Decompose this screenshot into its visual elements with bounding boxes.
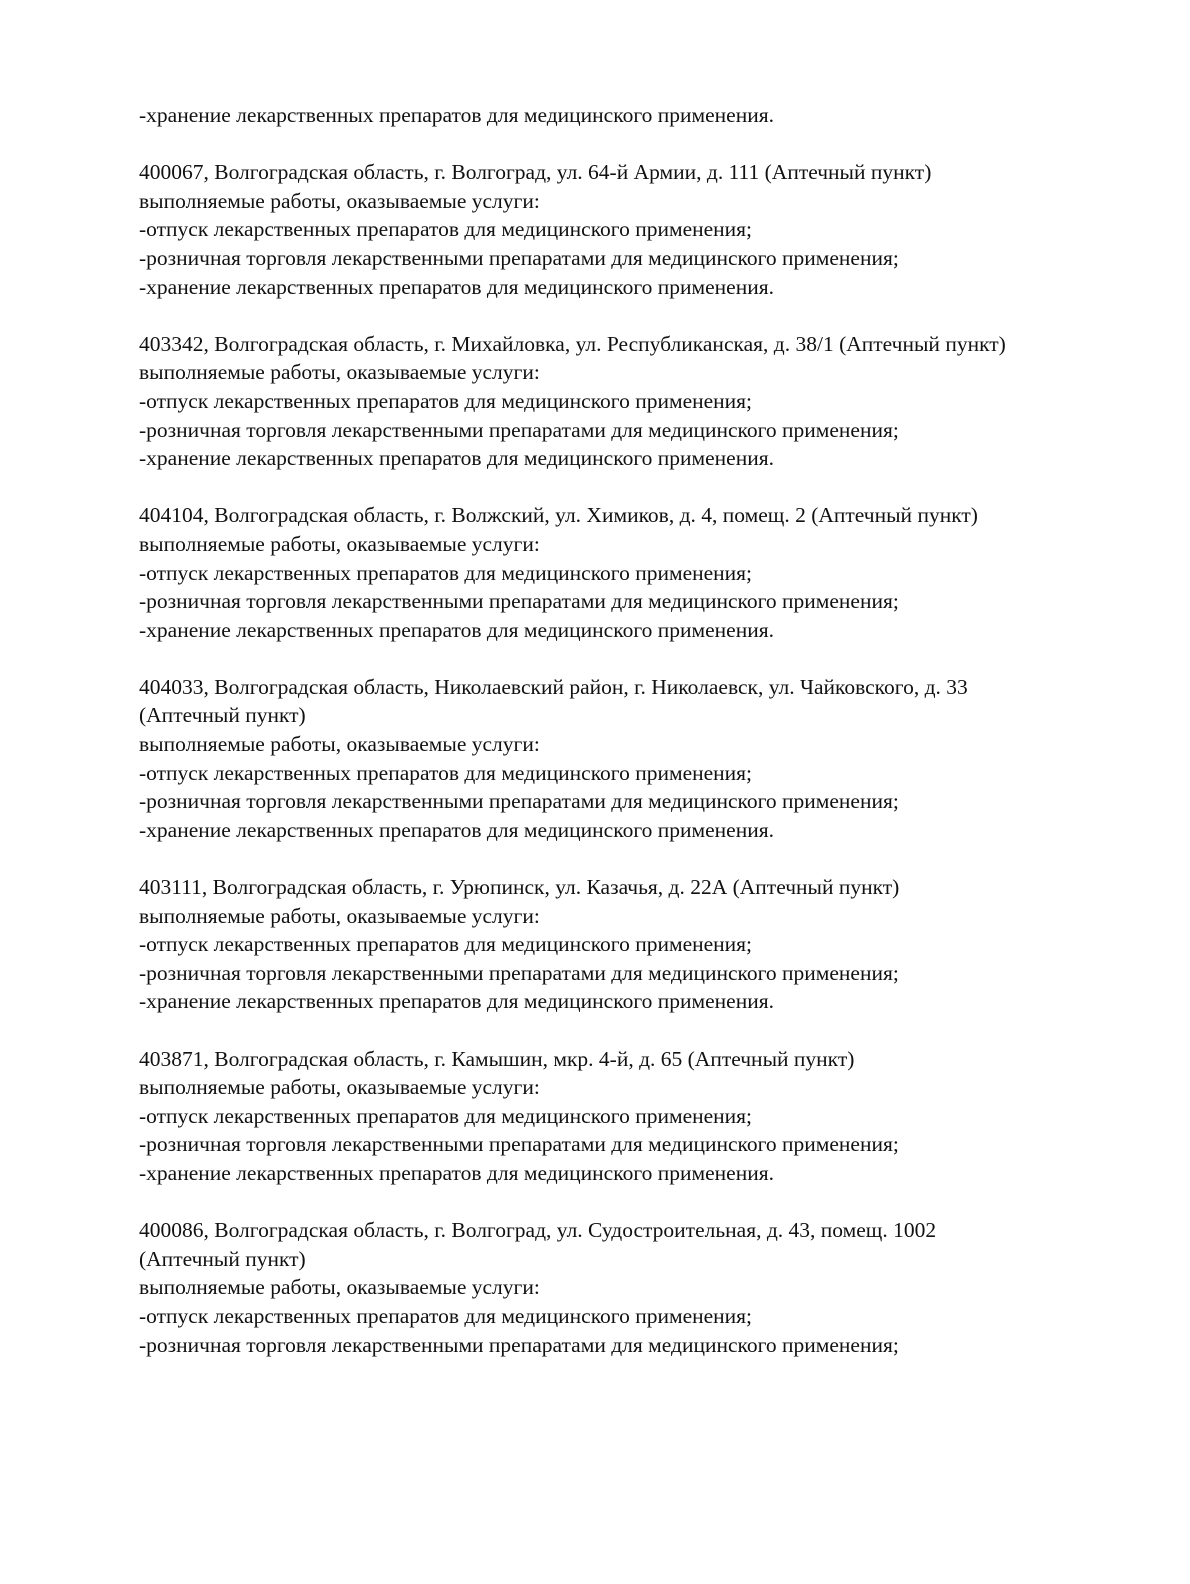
- services-heading: выполняемые работы, оказываемые услуги:: [139, 903, 540, 928]
- license-entry: [139, 873, 1149, 1016]
- service-item: -розничная торговля лекарственными препаратами для медицинского применения;: [139, 960, 899, 985]
- entry-address-line: 403871, Волгоградская область, г. Камышин, мкр. 4-й, д. 65 (Аптечный пункт): [139, 1046, 855, 1071]
- service-item: -розничная торговля лекарственными препаратами для медицинского применения;: [139, 789, 899, 814]
- service-item: -хранение лекарственных препаратов для медицинского применения.: [139, 1160, 774, 1185]
- service-item: -хранение лекарственных препаратов для медицинского применения.: [139, 274, 774, 299]
- service-item: -отпуск лекарственных препаратов для медицинского применения;: [139, 932, 753, 957]
- service-item: -хранение лекарственных препаратов для медицинского применения.: [139, 817, 774, 842]
- entry-address-line: 403342, Волгоградская область, г. Михайловка, ул. Республиканская, д. 38/1 (Аптечный пункт): [139, 331, 1006, 356]
- services-heading: выполняемые работы, оказываемые услуги:: [139, 1075, 540, 1100]
- service-item: -хранение лекарственных препаратов для медицинского применения.: [139, 989, 774, 1014]
- license-entry: [139, 1045, 1149, 1188]
- services-heading: выполняемые работы, оказываемые услуги:: [139, 732, 540, 757]
- entry-address-line: 400067, Волгоградская область, г. Волгоград, ул. 64-й Армии, д. 111 (Аптечный пункт): [139, 160, 932, 185]
- services-heading: выполняемые работы, оказываемые услуги:: [139, 1275, 540, 1300]
- service-item: -отпуск лекарственных препаратов для медицинского применения;: [139, 217, 753, 242]
- service-item: -отпуск лекарственных препаратов для медицинского применения;: [139, 1303, 753, 1328]
- service-item: -розничная торговля лекарственными препаратами для медицинского применения;: [139, 245, 899, 270]
- service-item: -розничная торговля лекарственными препаратами для медицинского применения;: [139, 1332, 899, 1357]
- document-page: [139, 101, 1149, 1359]
- service-item: -отпуск лекарственных препаратов для медицинского применения;: [139, 388, 753, 413]
- entries-list: [139, 158, 1149, 1359]
- services-heading: выполняемые работы, оказываемые услуги:: [139, 188, 540, 213]
- service-item: -хранение лекарственных препаратов для медицинского применения.: [139, 617, 774, 642]
- top-continuation-line: -хранение лекарственных препаратов для медицинского применения.: [139, 103, 774, 127]
- services-heading: выполняемые работы, оказываемые услуги:: [139, 360, 540, 385]
- service-item: -розничная торговля лекарственными препаратами для медицинского применения;: [139, 417, 899, 442]
- license-entry: [139, 1216, 1149, 1359]
- service-item: -отпуск лекарственных препаратов для медицинского применения;: [139, 760, 753, 785]
- entry-address-line: (Аптечный пункт): [139, 1246, 306, 1271]
- entry-address-line: 404104, Волгоградская область, г. Волжский, ул. Химиков, д. 4, помещ. 2 (Аптечный пункт): [139, 503, 978, 528]
- entry-address-line: 400086, Волгоградская область, г. Волгоград, ул. Судостроительная, д. 43, помещ. 1002: [139, 1218, 937, 1243]
- entry-address-line: 404033, Волгоградская область, Николаевский район, г. Николаевск, ул. Чайковского, д. 33: [139, 674, 968, 699]
- license-entry: [139, 501, 1149, 644]
- service-item: -розничная торговля лекарственными препаратами для медицинского применения;: [139, 1132, 899, 1157]
- service-item: -розничная торговля лекарственными препаратами для медицинского применения;: [139, 589, 899, 614]
- entry-address-line: 403111, Волгоградская область, г. Урюпинск, ул. Казачья, д. 22А (Аптечный пункт): [139, 875, 900, 900]
- service-item: -отпуск лекарственных препаратов для медицинского применения;: [139, 1103, 753, 1128]
- entry-address-line: (Аптечный пункт): [139, 703, 306, 728]
- service-item: -отпуск лекарственных препаратов для медицинского применения;: [139, 560, 753, 585]
- license-entry: [139, 158, 1149, 301]
- service-item: -хранение лекарственных препаратов для медицинского применения.: [139, 446, 774, 471]
- services-heading: выполняемые работы, оказываемые услуги:: [139, 531, 540, 556]
- license-entry: [139, 330, 1149, 473]
- license-entry: [139, 673, 1149, 845]
